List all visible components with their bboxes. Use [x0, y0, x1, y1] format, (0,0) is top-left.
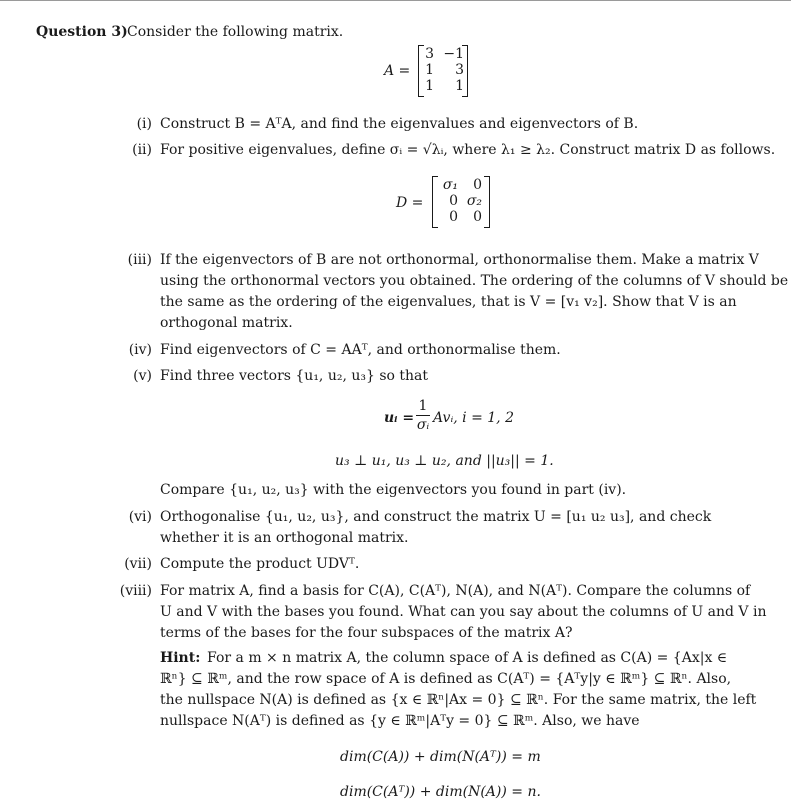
part-ii-number: (ii) [132, 142, 152, 158]
part-v-compare: Compare {u₁, u₂, u₃} with the eigenvectors you found in part (iv). [160, 482, 627, 498]
part-vii-text: Compute the product UDVᵀ. [160, 556, 360, 572]
matrix-a-cell: 1 [425, 78, 434, 94]
matrix-a-cell: 3 [425, 46, 434, 62]
hint-line: the nullspace N(A) is defined as {x ∈ ℝⁿ|Ax = 0} ⊆ ℝⁿ. For the same matrix, the left [160, 692, 757, 708]
part-iii-line: the same as the ordering of the eigenvalues, that is V = [v₁ v₂]. Show that V is an [160, 294, 737, 310]
part-v-text: Find three vectors {u₁, u₂, u₃} so that [160, 368, 429, 384]
matrix-a-lhs: A = [384, 63, 411, 79]
part-iii-line: If the eigenvectors of B are not orthonormal, orthonormalise them. Make a matrix V [160, 252, 759, 268]
hint-line: For a m × n matrix A, the column space of A is defined as C(A) = {Ax|x ∈ [207, 650, 728, 666]
part-i-text: Construct B = AᵀA, and find the eigenvalues and eigenvectors of B. [160, 116, 639, 132]
part-i-number: (i) [136, 116, 152, 132]
part-viii-line: U and V with the bases you found. What can you say about the columns of U and V in [160, 604, 767, 620]
matrix-a-row [424, 78, 464, 94]
matrix-a [418, 45, 468, 97]
equation-u-rhs: Avᵢ, i = 1, 2 [433, 410, 514, 426]
question-label: Question 3) [36, 24, 128, 40]
question-intro: Consider the following matrix. [127, 24, 344, 40]
matrix-d-cell: 0 [449, 209, 458, 225]
part-iii-number: (iii) [127, 252, 152, 268]
part-viii-number: (viii) [119, 583, 152, 599]
matrix-a-cell: 1 [455, 78, 464, 94]
matrix-d-cell: σ₁ [442, 177, 458, 193]
hint-line: nullspace N(Aᵀ) is defined as {y ∈ ℝᵐ|Aᵀy = 0} ⊆ ℝᵐ. Also, we have [160, 713, 640, 729]
part-v-number: (v) [133, 368, 152, 384]
matrix-d [432, 176, 490, 228]
hint-label: Hint: [160, 650, 201, 666]
matrix-d-cell: 0 [473, 177, 482, 193]
part-iii-line: using the orthonormal vectors you obtained. The ordering of the columns of V should be [160, 273, 789, 289]
part-viii-line: terms of the bases for the four subspaces of the matrix A? [160, 625, 573, 641]
equation-u-numerator: 1 [418, 398, 428, 414]
matrix-d-lhs: D = [396, 195, 424, 211]
matrix-d-cell: 0 [449, 193, 458, 209]
matrix-a-cell: 1 [425, 62, 434, 78]
fraction-bar [416, 415, 430, 416]
part-iv-text: Find eigenvectors of C = AAᵀ, and orthonormalise them. [160, 342, 561, 358]
part-iii-line: orthogonal matrix. [160, 315, 293, 331]
matrix-d-cell: 0 [473, 209, 482, 225]
part-vi-line: Orthogonalise {u₁, u₂, u₃}, and construct the matrix U = [u₁ u₂ u₃], and check [160, 509, 712, 525]
dimension-equation: dim(C(Aᵀ)) + dim(N(A)) = n. [340, 784, 541, 800]
part-iv-number: (iv) [128, 342, 152, 358]
matrix-d-row [438, 193, 482, 209]
matrix-d-row [438, 209, 482, 225]
matrix-a-row [424, 46, 464, 62]
matrix-a-row [424, 62, 464, 78]
part-ii-text: For positive eigenvalues, define σᵢ = √λᵢ, where λ₁ ≥ λ₂. Construct matrix D as follows. [160, 142, 776, 158]
part-vi-line: whether it is an orthogonal matrix. [160, 530, 409, 546]
equation-u-denominator: σᵢ [416, 417, 430, 433]
equation-u-lhs: uᵢ = [384, 410, 415, 426]
part-vi-number: (vi) [128, 509, 152, 525]
part-vii-number: (vii) [124, 556, 152, 572]
hint-line: ℝⁿ} ⊆ ℝᵐ, and the row space of A is defined as C(Aᵀ) = {Aᵀy|y ∈ ℝᵐ} ⊆ ℝⁿ. Also, [160, 671, 732, 687]
part-viii-line: For matrix A, find a basis for C(A), C(Aᵀ), N(A), and N(Aᵀ). Compare the columns of [160, 583, 751, 599]
equation-u-condition: u₃ ⊥ u₁, u₃ ⊥ u₂, and ||u₃|| = 1. [335, 453, 554, 469]
matrix-d-cell: σ₂ [466, 193, 482, 209]
matrix-a-cell: −1 [443, 46, 464, 62]
equation-u-fraction [416, 398, 430, 433]
matrix-d-row [438, 177, 482, 193]
matrix-a-cell: 3 [455, 62, 464, 78]
dimension-equation: dim(C(A)) + dim(N(Aᵀ)) = m [340, 749, 541, 765]
matrix-d-right-bracket [484, 176, 490, 228]
